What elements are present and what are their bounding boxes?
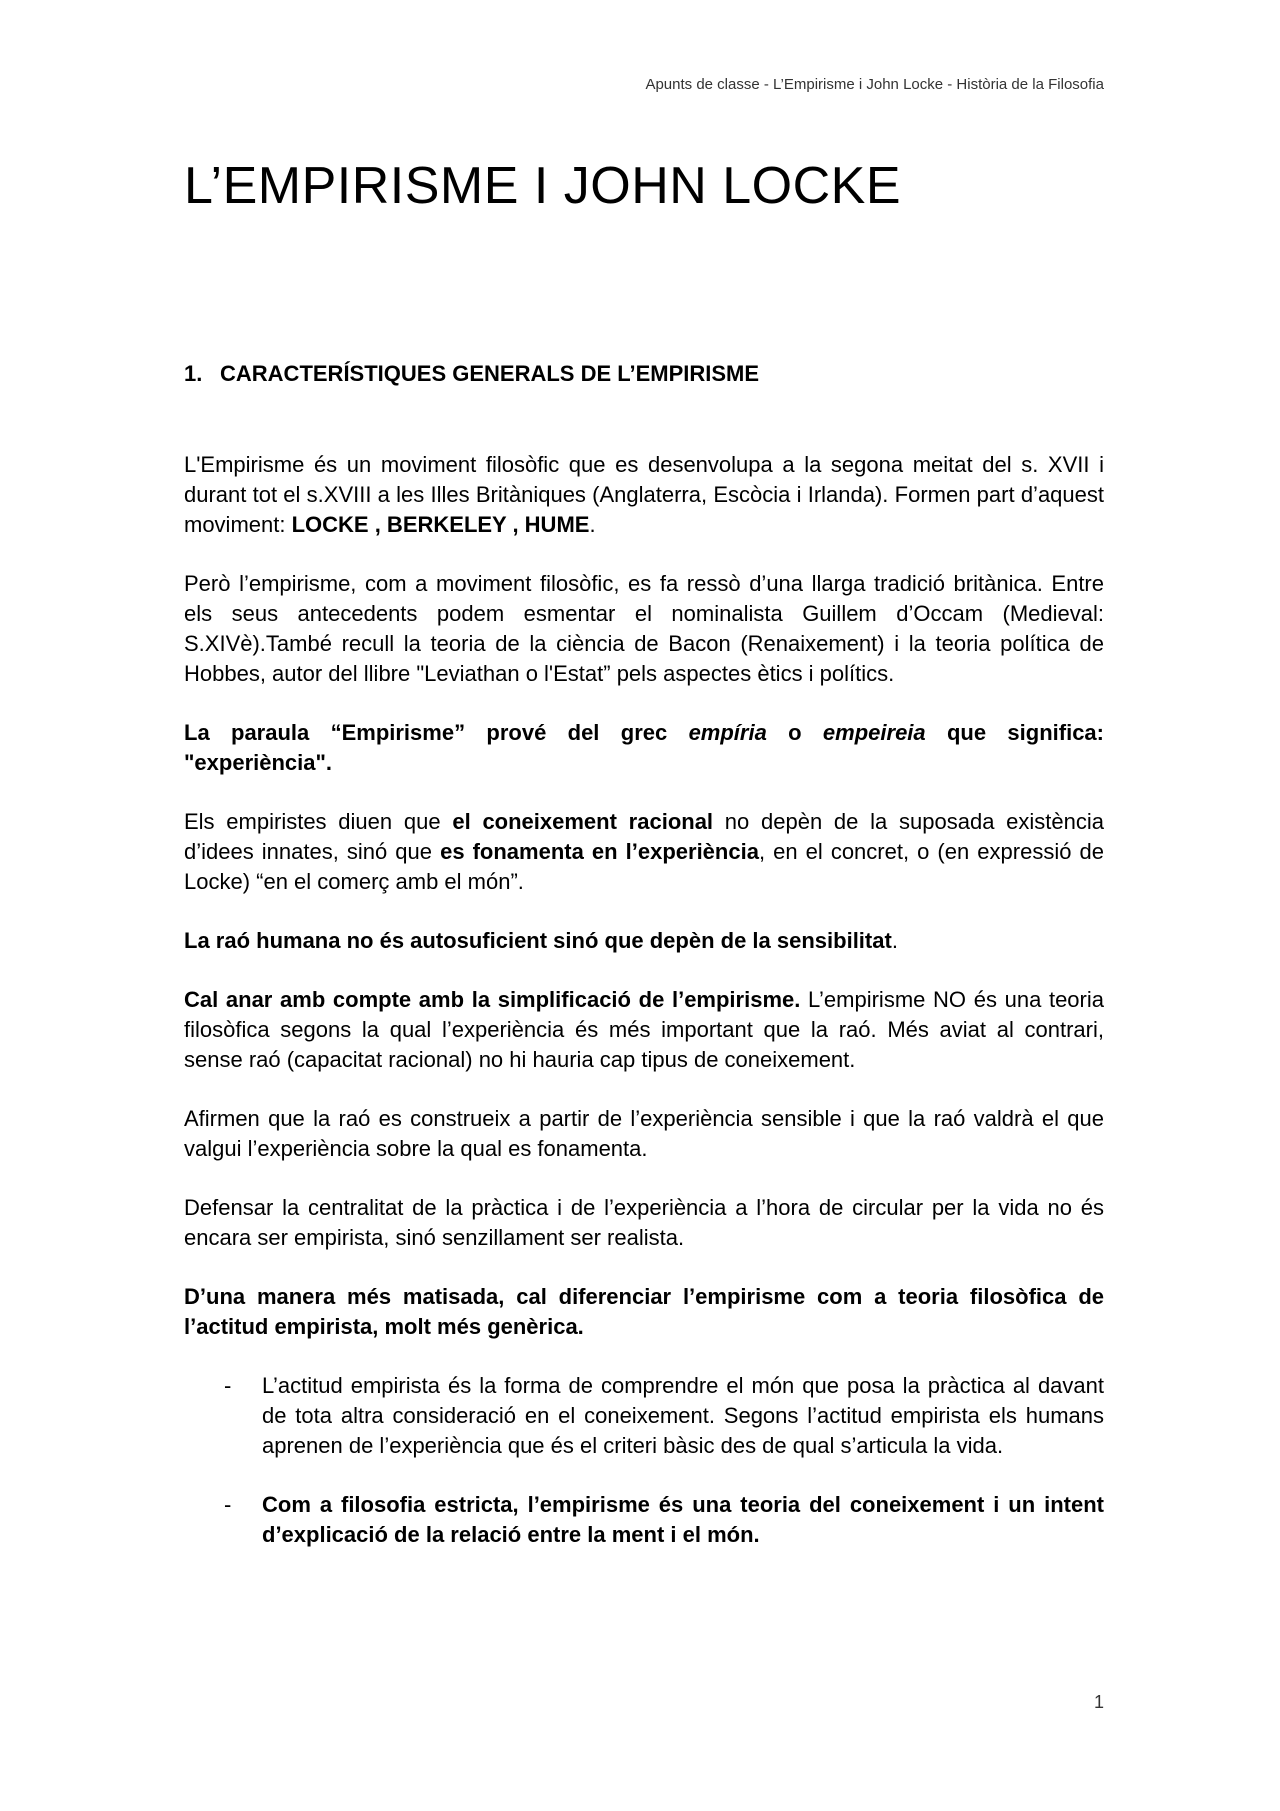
list-item — [184, 1371, 1104, 1461]
etymology-text: La paraula “Empirisme” prové del grec — [184, 720, 689, 745]
body-content — [184, 450, 1104, 1579]
section-title: CARACTERÍSTIQUES GENERALS DE L’EMPIRISME — [220, 361, 760, 386]
bold-phrase: D’una manera més matisada, cal diferenciar l’empirisme com a teoria filosòfica de l’actitud empirista, molt més genèrica. — [184, 1284, 1104, 1339]
paragraph-etymology — [184, 718, 1104, 778]
bold-phrase: el coneixement racional — [452, 809, 714, 834]
paragraph-origins — [184, 450, 1104, 540]
running-header: Apunts de classe - L’Empirisme i John Locke - Història de la Filosofia — [645, 76, 1104, 93]
etymology-bold — [184, 720, 1104, 775]
empiricist-names: LOCKE , BERKELEY , HUME — [291, 512, 590, 537]
paragraph-text: no depèn de la suposada existència d’idees innates, sinó que — [184, 809, 1105, 864]
dash-marker: - — [224, 1492, 232, 1517]
bold-phrase: Cal anar amb compte amb la simplificació de l’empirisme. — [184, 987, 801, 1012]
dash-marker: - — [224, 1373, 232, 1398]
paragraph-simplification — [184, 985, 1104, 1075]
etymology-text: que significa: "experiència". — [184, 720, 1104, 775]
paragraph-construction: Afirmen que la raó es construeix a partir de l’experiència sensible i que la raó valdrà el que valgui l’experiència sobre la qual es fonamenta. — [184, 1106, 1104, 1161]
paragraph-text: L'Empirisme és un moviment filosòfic que es desenvolupa a la segona meitat del s. XVII i durant tot el s.XVIII a les Illes Britàniques (Anglaterra, Escòcia i Irlanda). Formen part d’aquest moviment: — [184, 452, 1104, 537]
section-number: 1. — [184, 361, 203, 386]
paragraph-text: L’empirisme NO és una teoria filosòfica segons la qual l’experiència és més important que la raó. Més aviat al contrari, sense raó (capacitat racional) no hi hauria cap tipus de coneixement. — [184, 987, 1104, 1072]
list-item-text: Com a filosofia estricta, l’empirisme és una teoria del coneixement i un intent d’explicació de la relació entre la ment i el món. — [262, 1492, 1104, 1547]
paragraph-end: . — [891, 928, 898, 953]
page-title: L’EMPIRISME I JOHN LOCKE — [184, 157, 902, 215]
bold-phrase: es fonamenta en l’experiència — [440, 839, 759, 864]
paragraph-text: , en el concret, o (en expressió de Locke) “en el comerç amb el món”. — [184, 839, 1104, 894]
paragraph-antecedents: Però l’empirisme, com a moviment filosòfic, es fa ressò d’una llarga tradició britànica. Entre els seus antecedents podem esmentar el nominalista Guillem d’Occam (Medieval: S.XIVè).També recull la teoria de la ciència de Bacon (Renaixement) i la teoria política de Hobbes, autor del llibre "Leviathan o l'Estat” pels aspectes ètics i polítics. — [184, 571, 1104, 686]
bold-phrase: La raó humana no és autosuficient sinó que depèn de la sensibilitat — [184, 928, 892, 953]
paragraph-realism: Defensar la centralitat de la pràctica i de l’experiència a l’hora de circular per la vida no és encara ser empirista, sinó senzillament ser realista. — [184, 1195, 1104, 1250]
page-number: 1 — [1093, 1692, 1104, 1712]
paragraph-knowledge — [184, 807, 1104, 897]
paragraph-end: . — [589, 512, 596, 537]
paragraph-reason — [184, 926, 1104, 956]
greek-word-empeireia: empeireia — [822, 720, 926, 745]
greek-word-empiria: empíria — [688, 720, 767, 745]
bullet-list — [184, 1371, 1104, 1550]
list-item-text: L’actitud empirista és la forma de comprendre el món que posa la pràctica al davant de tota altra consideració en el coneixement. Segons l’actitud empirista els humans aprenen de l’experiència que és el criteri bàsic des de qual s’articula la vida. — [262, 1373, 1104, 1458]
section-heading — [184, 361, 759, 387]
paragraph-distinction — [184, 1282, 1104, 1342]
list-item — [184, 1490, 1104, 1550]
paragraph-text: Els empiristes diuen que — [184, 809, 453, 834]
etymology-text: o — [766, 720, 823, 745]
